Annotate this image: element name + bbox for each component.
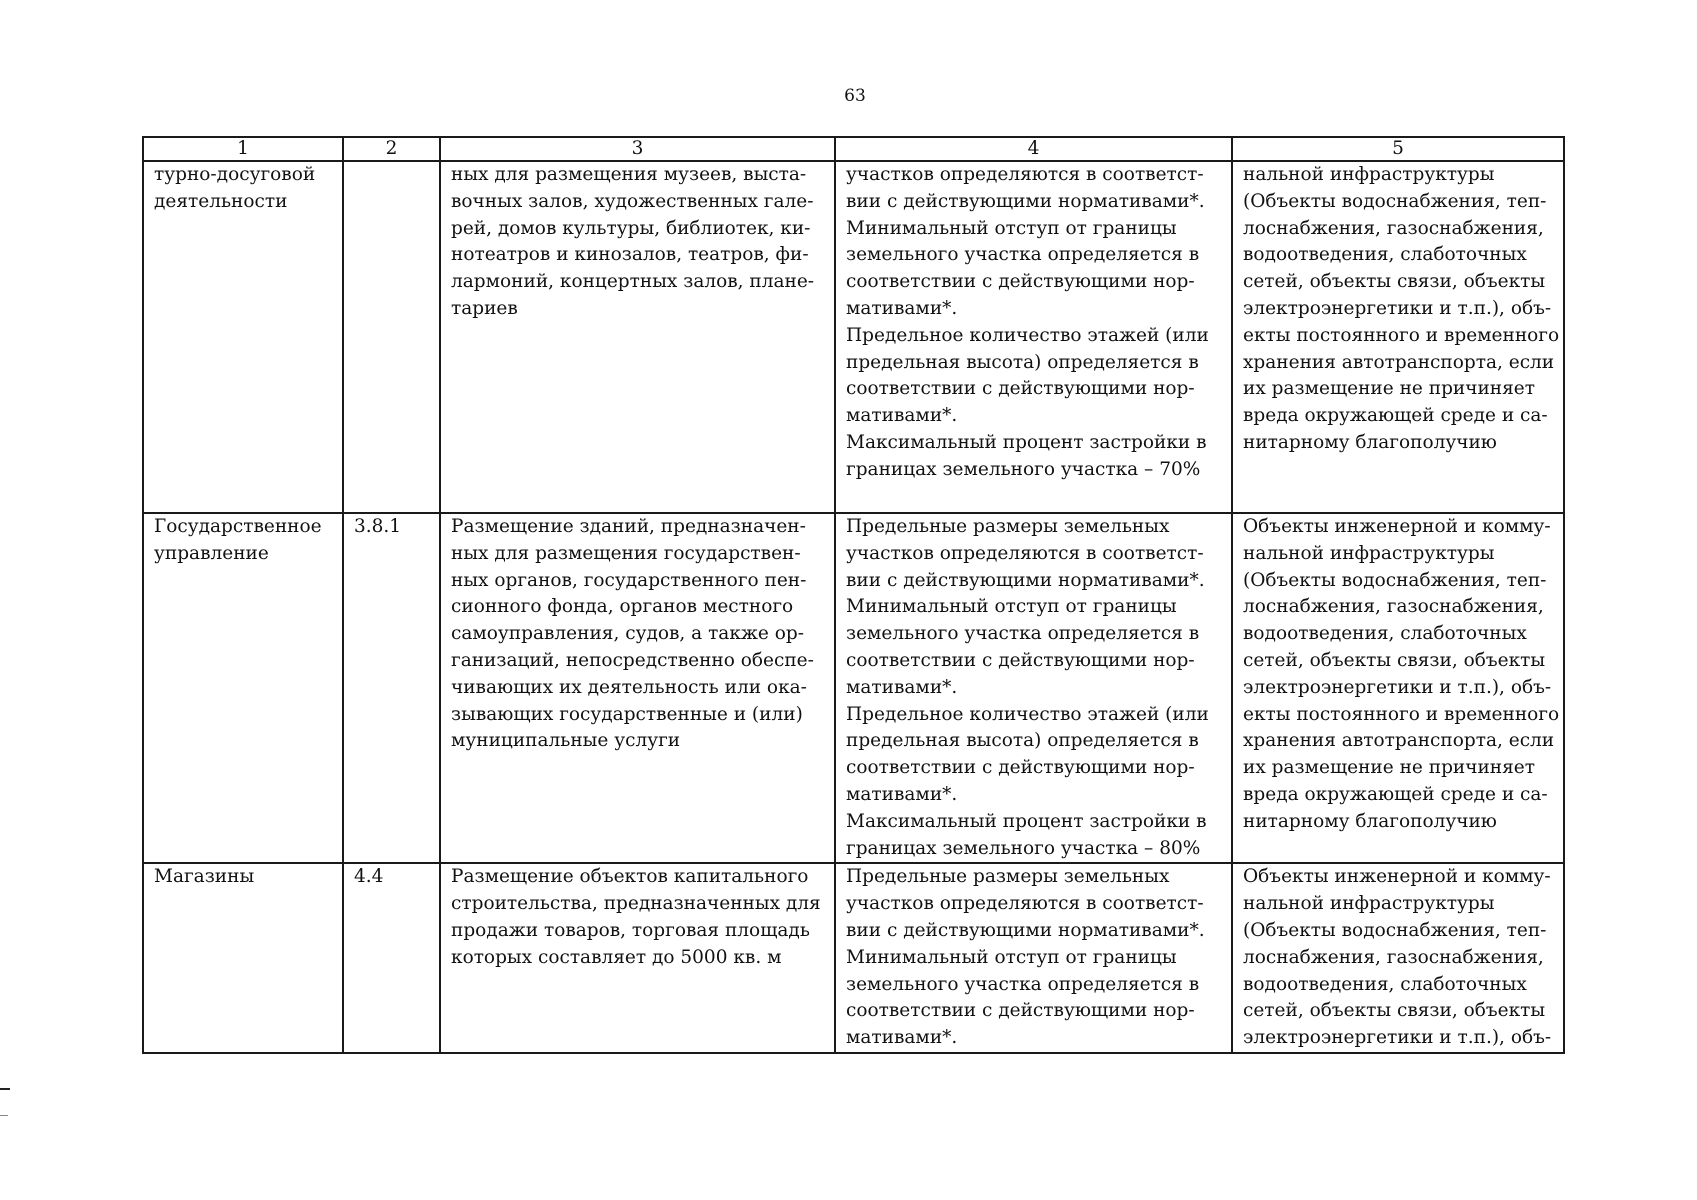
page-number: 63 xyxy=(844,86,866,106)
parameters-cell: Предельные размеры земельных участков определяются в соответст- вии с действующими нормативами*. Минимальный отступ от границы земельного участка определяется в соответствии с действующими нор- мативами*. Предельное количество этажей (или предельная высота) определяется в соответствии с действующими нор- мативами*. Максимальный процент застройки в границах земельного участка – 80% xyxy=(835,513,1232,863)
auxiliary-uses-cell: Объекты инженерной и комму- нальной инфраструктуры (Объекты водоснабжения, теп- лоснабжения, газоснабжения, водоотведения, слаботочных сетей, объекты связи, объекты электроэнергетики и т.п.), объ- екты постоянного и временного хранения автотранспорта, если их размещение не причиняет вреда окружающей среде и са- нитарному благополучию xyxy=(1232,513,1564,863)
table-row xyxy=(143,161,1564,513)
parameters-cell: Предельные размеры земельных участков определяются в соответст- вии с действующими нормативами*. Минимальный отступ от границы земельного участка определяется в соответствии с действующими нор- мативами*. xyxy=(835,863,1232,1053)
land-use-description-cell: Размещение зданий, предназначен- ных для размещения государствен- ных органов, государственного пен- сионного фонда, органов местного самоуправления, судов, а также ор- ганизаций, непосредственно обеспе- чивающих их деятельность или ока- зывающих государственные и (или) муниципальные услуги xyxy=(440,513,835,863)
margin-mark xyxy=(0,1088,10,1090)
table-row xyxy=(143,513,1564,863)
table-row xyxy=(143,863,1564,1053)
column-number-4: 4 xyxy=(835,137,1232,161)
land-use-code-cell: 4.4 xyxy=(343,863,440,1053)
auxiliary-uses-cell: Объекты инженерной и комму- нальной инфраструктуры (Объекты водоснабжения, теп- лоснабжения, газоснабжения, водоотведения, слаботочных сетей, объекты связи, объекты электроэнергетики и т.п.), объ- xyxy=(1232,863,1564,1053)
auxiliary-uses-cell: нальной инфраструктуры (Объекты водоснабжения, теп- лоснабжения, газоснабжения, водоотведения, слаботочных сетей, объекты связи, объекты электроэнергетики и т.п.), объ- екты постоянного и временного хранения автотранспорта, если их размещение не причиняет вреда окружающей среде и са- нитарному благополучию xyxy=(1232,161,1564,513)
land-use-table xyxy=(142,136,1565,1054)
land-use-description-cell: ных для размещения музеев, выста- вочных залов, художественных гале- рей, домов культуры, библиотек, ки- нотеатров и кинозалов, театров, фи- лармоний, концертных залов, плане- тариев xyxy=(440,161,835,513)
land-use-description-cell: Размещение объектов капитального строительства, предназначенных для продажи товаров, торговая площадь которых составляет до 5000 кв. м xyxy=(440,863,835,1053)
column-number-5: 5 xyxy=(1232,137,1564,161)
column-number-3: 3 xyxy=(440,137,835,161)
column-number-2: 2 xyxy=(343,137,440,161)
land-use-code-cell xyxy=(343,161,440,513)
land-use-code-cell: 3.8.1 xyxy=(343,513,440,863)
land-use-name-cell: Государственное управление xyxy=(143,513,343,863)
table-header-row xyxy=(143,137,1564,161)
margin-mark xyxy=(0,1115,8,1116)
column-number-1: 1 xyxy=(143,137,343,161)
land-use-name-cell: Магазины xyxy=(143,863,343,1053)
parameters-cell: участков определяются в соответст- вии с действующими нормативами*. Минимальный отступ от границы земельного участка определяется в соответствии с действующими нор- мативами*. Предельное количество этажей (или предельная высота) определяется в соответствии с действующими нор- мативами*. Максимальный процент застройки в границах земельного участка – 70% xyxy=(835,161,1232,513)
land-use-name-cell: турно-досуговой деятельности xyxy=(143,161,343,513)
